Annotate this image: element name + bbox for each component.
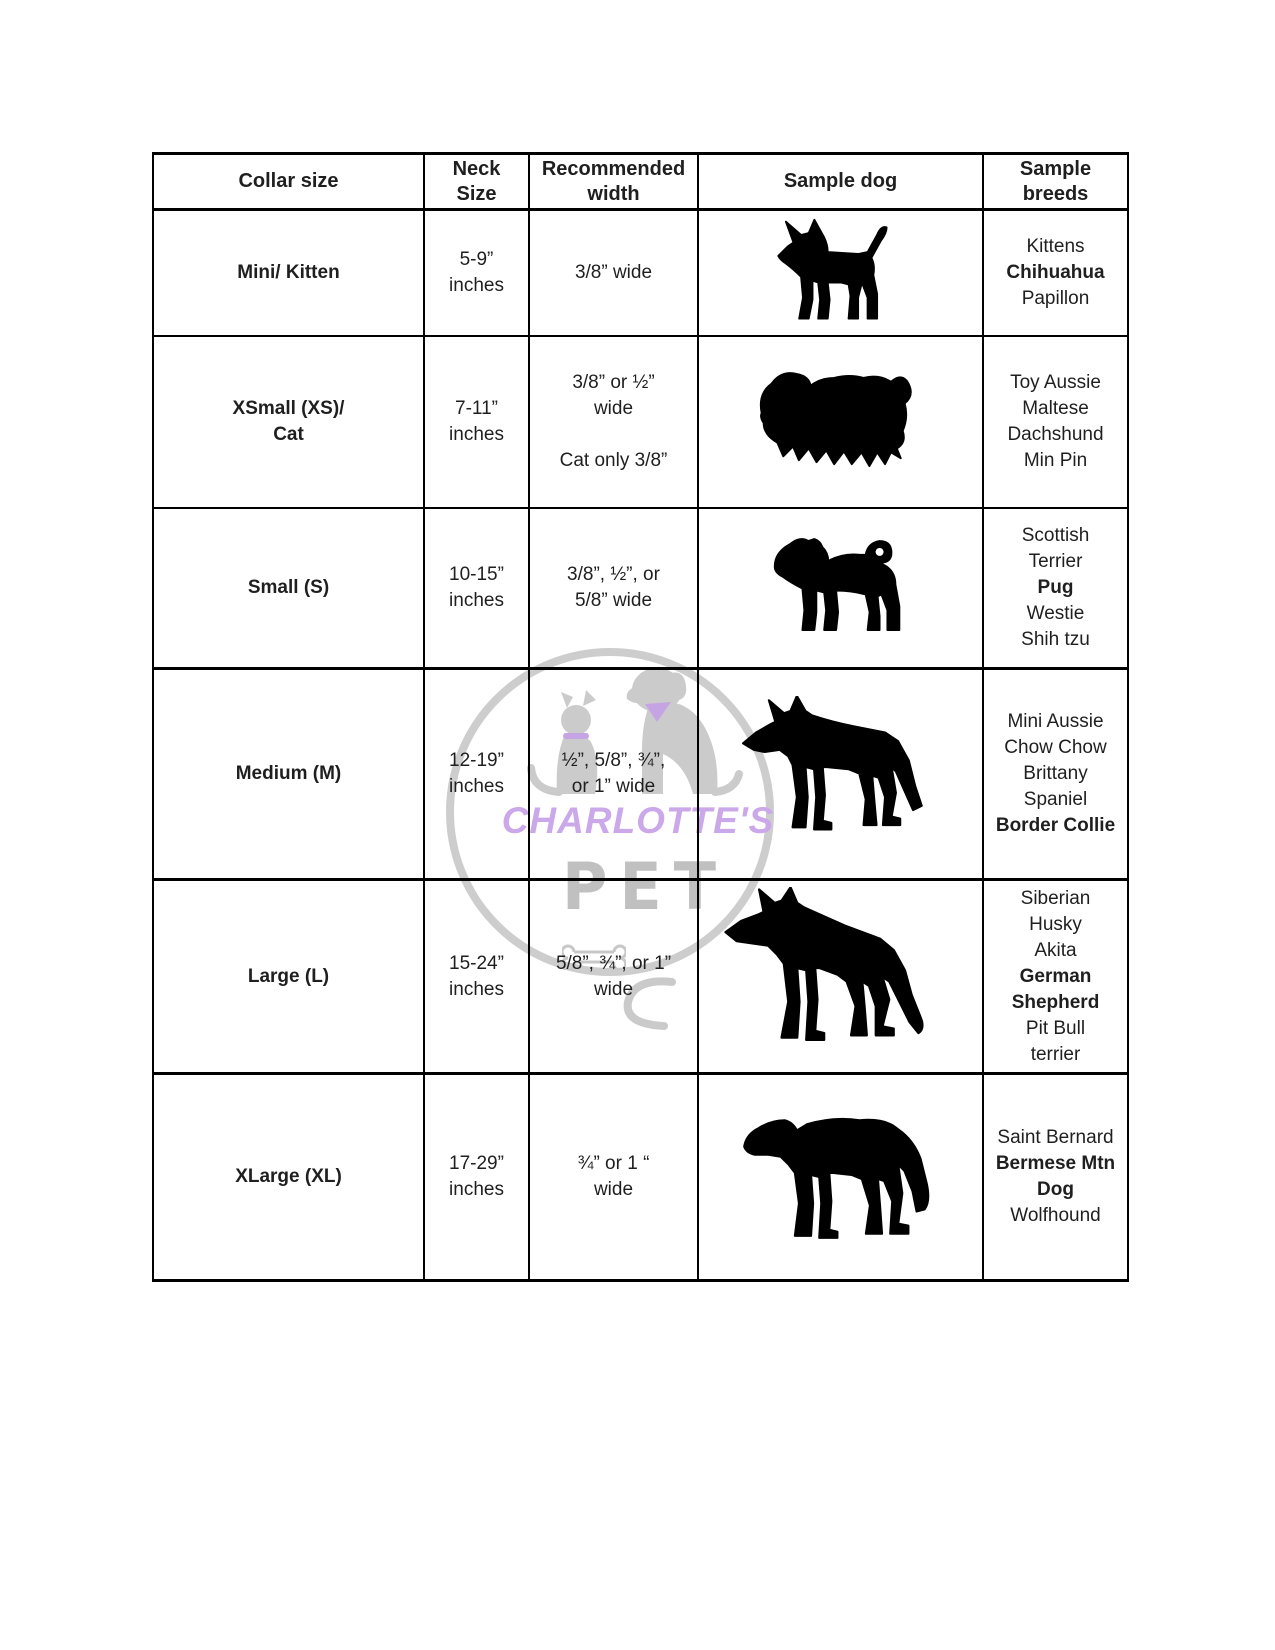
header-text: breeds bbox=[1022, 182, 1089, 205]
recommended-width-cell bbox=[530, 1075, 699, 1279]
width-text: ½”, 5/8”, ¾”, bbox=[561, 750, 666, 771]
width-text: wide bbox=[593, 1179, 634, 1200]
collar-size-text: Small (S) bbox=[247, 577, 330, 598]
recommended-width-cell bbox=[530, 211, 699, 337]
pug-silhouette-icon bbox=[757, 531, 925, 645]
width-text: wide bbox=[593, 978, 634, 1000]
breed-text: Westie bbox=[1026, 603, 1085, 624]
header-sample-dog bbox=[699, 155, 984, 211]
watermark-brand-text: CHARLOTTE'S bbox=[501, 800, 775, 841]
breed-text: Wolfhound bbox=[1010, 1205, 1101, 1226]
neck-size-text: 12-19” bbox=[449, 750, 504, 771]
chihuahua-silhouette-icon bbox=[765, 216, 917, 330]
breed-text: Dog bbox=[1037, 1179, 1074, 1200]
breed-text: Spaniel bbox=[1023, 789, 1088, 810]
neck-size-text: 17-29” bbox=[449, 1153, 504, 1174]
breed-text: Chihuahua bbox=[1006, 262, 1105, 283]
breed-text: Brittany bbox=[1023, 763, 1088, 784]
collar-size-cell bbox=[154, 881, 425, 1075]
bernese-mountain-dog-silhouette-icon bbox=[732, 1079, 950, 1275]
sample-dog-cell bbox=[699, 670, 984, 881]
collar-size-cell bbox=[154, 509, 425, 670]
breed-text: Bermese Mtn bbox=[995, 1153, 1116, 1174]
sample-breeds-cell bbox=[984, 881, 1127, 1075]
breed-text: Siberian bbox=[1020, 887, 1091, 909]
width-text: ¾” or 1 “ bbox=[577, 1153, 650, 1174]
collar-size-cell bbox=[154, 337, 425, 509]
breed-text: German bbox=[1019, 965, 1092, 987]
header-collar-size bbox=[154, 155, 425, 211]
collar-size-text: XSmall (XS)/ bbox=[232, 398, 345, 419]
breed-text: Mini Aussie bbox=[1007, 711, 1104, 732]
recommended-width-cell bbox=[530, 670, 699, 881]
width-text: wide bbox=[593, 398, 634, 419]
breed-text: Akita bbox=[1034, 939, 1077, 961]
collar-size-text: Mini/ Kitten bbox=[237, 262, 340, 283]
breed-text: Min Pin bbox=[1023, 450, 1088, 471]
recommended-width-cell bbox=[530, 337, 699, 509]
neck-size-text: inches bbox=[449, 590, 504, 611]
header-text: Neck bbox=[452, 157, 501, 180]
sample-dog-cell bbox=[699, 509, 984, 670]
sample-dog-cell bbox=[699, 881, 984, 1075]
collar-size-text: XLarge (XL) bbox=[235, 1166, 342, 1187]
breed-text: Shepherd bbox=[1011, 991, 1100, 1013]
breed-text: Pug bbox=[1037, 577, 1074, 598]
neck-size-text: 15-24” bbox=[449, 952, 504, 974]
breed-text: Maltese bbox=[1022, 398, 1089, 419]
header-text: Size bbox=[456, 182, 497, 205]
breed-text: Shih tzu bbox=[1021, 629, 1090, 650]
width-text: 5/8” wide bbox=[574, 590, 653, 611]
width-text: or 1” wide bbox=[571, 776, 656, 797]
recommended-width-cell bbox=[530, 509, 699, 670]
header-text: width bbox=[587, 182, 640, 205]
watermark-pet-text: PET bbox=[561, 848, 729, 925]
breed-text: Terrier bbox=[1028, 551, 1083, 572]
header-text: Recommended bbox=[541, 157, 686, 180]
collar-size-text: Cat bbox=[273, 424, 304, 445]
breed-text: terrier bbox=[1030, 1043, 1081, 1065]
collar-size-text: Large (L) bbox=[247, 965, 330, 987]
breed-text: Papillon bbox=[1021, 288, 1090, 309]
breed-text: Chow Chow bbox=[1004, 737, 1107, 758]
sample-dog-cell bbox=[699, 211, 984, 337]
collar-size-table bbox=[152, 152, 1129, 1282]
header-sample-breeds bbox=[984, 155, 1127, 211]
neck-size-text: 7-11” bbox=[455, 398, 498, 419]
sample-breeds-cell bbox=[984, 509, 1127, 670]
neck-size-cell bbox=[425, 211, 530, 337]
width-text: Cat only 3/8” bbox=[559, 450, 668, 471]
collar-size-cell bbox=[154, 211, 425, 337]
sample-breeds-cell bbox=[984, 211, 1127, 337]
sample-breeds-cell bbox=[984, 1075, 1127, 1279]
sample-dog-cell bbox=[699, 1075, 984, 1279]
breed-text: Border Collie bbox=[995, 815, 1116, 836]
neck-size-text: inches bbox=[449, 978, 504, 1000]
neck-size-text: inches bbox=[449, 275, 504, 296]
collar-size-cell bbox=[154, 1075, 425, 1279]
neck-size-text: inches bbox=[449, 424, 504, 445]
breed-text: Toy Aussie bbox=[1010, 372, 1101, 393]
breed-text: Scottish bbox=[1021, 525, 1090, 546]
header-recommended-width bbox=[530, 155, 699, 211]
breed-text: Kittens bbox=[1026, 236, 1085, 257]
breed-text: Saint Bernard bbox=[997, 1127, 1114, 1148]
neck-size-cell bbox=[425, 337, 530, 509]
neck-size-text: 10-15” bbox=[449, 564, 504, 585]
neck-size-cell bbox=[425, 670, 530, 881]
shepherd-dog-silhouette-icon bbox=[728, 696, 954, 852]
width-text: 3/8” wide bbox=[574, 262, 653, 283]
recommended-width-cell bbox=[530, 881, 699, 1075]
header-text: Sample bbox=[1019, 157, 1092, 180]
width-text: 5/8”, ¾”, or 1” bbox=[555, 952, 672, 974]
width-text: 3/8” or ½” bbox=[572, 372, 655, 393]
header-neck-size bbox=[425, 155, 530, 211]
neck-size-cell bbox=[425, 1075, 530, 1279]
neck-size-cell bbox=[425, 509, 530, 670]
width-text: 3/8”, ½”, or bbox=[567, 564, 660, 585]
breed-text: Pit Bull bbox=[1025, 1017, 1086, 1039]
breed-text: Husky bbox=[1029, 913, 1082, 935]
neck-size-text: inches bbox=[449, 776, 504, 797]
sample-dog-cell bbox=[699, 337, 984, 509]
neck-size-cell bbox=[425, 881, 530, 1075]
neck-size-text: inches bbox=[449, 1179, 504, 1200]
collar-size-text: Medium (M) bbox=[235, 763, 342, 784]
german-shepherd-silhouette-icon bbox=[712, 887, 970, 1067]
breed-text: Dachshund bbox=[1007, 424, 1104, 445]
header-text: Sample dog bbox=[783, 170, 898, 192]
header-text: Collar size bbox=[238, 170, 339, 192]
collar-size-cell bbox=[154, 670, 425, 881]
maltese-silhouette-icon bbox=[748, 356, 934, 488]
sample-breeds-cell bbox=[984, 337, 1127, 509]
sample-breeds-cell bbox=[984, 670, 1127, 881]
neck-size-text: 5-9” bbox=[459, 249, 494, 270]
